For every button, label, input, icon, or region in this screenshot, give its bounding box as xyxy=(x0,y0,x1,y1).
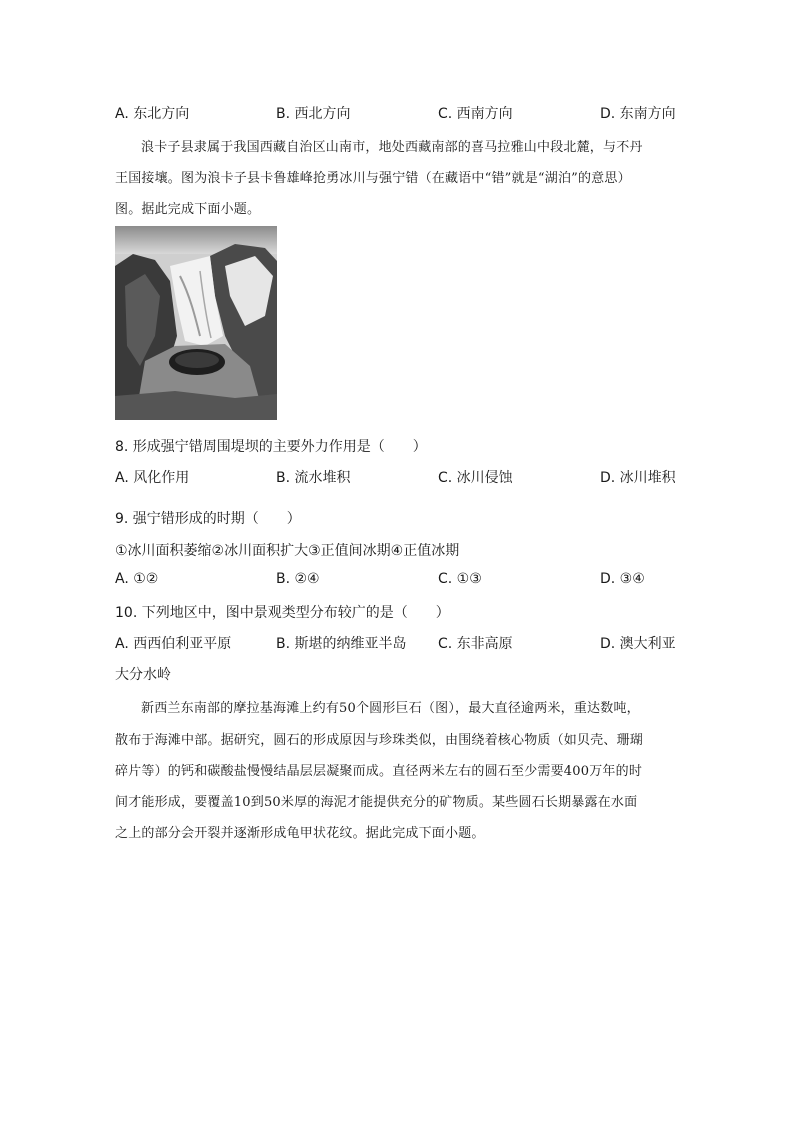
passage2-line-1: 新西兰东南部的摩拉基海滩上约有50个圆形巨石（图），最大直径逾两米，重达数吨， xyxy=(141,701,640,716)
q9-statements: ①冰川面积萎缩②冰川面积扩大③正值间冰期④正值冰期 xyxy=(115,543,460,559)
glacier-lake-illustration xyxy=(115,226,277,420)
q10-stem: 10. 下列地区中，图中景观类型分布较广的是（ ） xyxy=(115,605,450,621)
q8-option-d[interactable]: D. 冰川堆积 xyxy=(600,470,676,486)
q10-option-d[interactable]: D. 澳大利亚 xyxy=(600,636,676,652)
passage1-line-2: 王国接壤。图为浪卡子县卡鲁雄峰抢勇冰川与强宁错（在藏语中“错”就是“湖泊”的意思） xyxy=(115,171,631,186)
q9-option-d[interactable]: D. ③④ xyxy=(600,571,645,587)
q9-option-c[interactable]: C. ①③ xyxy=(438,571,482,587)
q10-options xyxy=(115,633,680,655)
q9-stem: 9. 强宁错形成的时期（ ） xyxy=(115,511,301,527)
passage2-line-3: 碎片等）的钙和碳酸盐慢慢结晶层层凝聚而成。直径两米左右的圆石至少需要400万年的时 xyxy=(115,764,643,779)
q9-options xyxy=(115,571,680,593)
passage1-line-3: 图。据此完成下面小题。 xyxy=(115,202,261,217)
passage1-line-1: 浪卡子县隶属于我国西藏自治区山南市，地处西藏南部的喜马拉雅山中段北麓，与不丹 xyxy=(141,140,643,155)
q8-options xyxy=(115,467,680,489)
q8-option-b[interactable]: B. 流水堆积 xyxy=(276,470,351,486)
q10-option-d-continued: 大分水岭 xyxy=(115,667,171,683)
q10-option-c[interactable]: C. 东非高原 xyxy=(438,636,513,652)
q9-option-a[interactable]: A. ①② xyxy=(115,571,159,587)
q7-option-d[interactable]: D. 东南方向 xyxy=(600,106,676,122)
passage2-line-4: 间才能形成，要覆盖10到50米厚的海泥才能提供充分的矿物质。某些圆石长期暴露在水面 xyxy=(115,795,638,810)
q9-option-b[interactable]: B. ②④ xyxy=(276,571,320,587)
q7-option-b[interactable]: B. 西北方向 xyxy=(276,106,351,122)
q8-option-a[interactable]: A. 风化作用 xyxy=(115,470,190,486)
q10-option-b[interactable]: B. 斯堪的纳维亚半岛 xyxy=(276,636,407,652)
q7-options xyxy=(115,103,680,125)
q7-option-c[interactable]: C. 西南方向 xyxy=(438,106,513,122)
q7-option-a[interactable]: A. 东北方向 xyxy=(115,106,190,122)
q8-option-c[interactable]: C. 冰川侵蚀 xyxy=(438,470,513,486)
glacier-lake-photo xyxy=(115,226,277,420)
passage2-line-2: 散布于海滩中部。据研究，圆石的形成原因与珍珠类似，由围绕着核心物质（如贝壳、珊瑚 xyxy=(115,733,644,748)
q10-option-a[interactable]: A. 西西伯利亚平原 xyxy=(115,636,232,652)
passage2-line-5: 之上的部分会开裂并逐渐形成龟甲状花纹。据此完成下面小题。 xyxy=(115,826,485,841)
q8-stem: 8. 形成强宁错周围堤坝的主要外力作用是（ ） xyxy=(115,439,427,455)
